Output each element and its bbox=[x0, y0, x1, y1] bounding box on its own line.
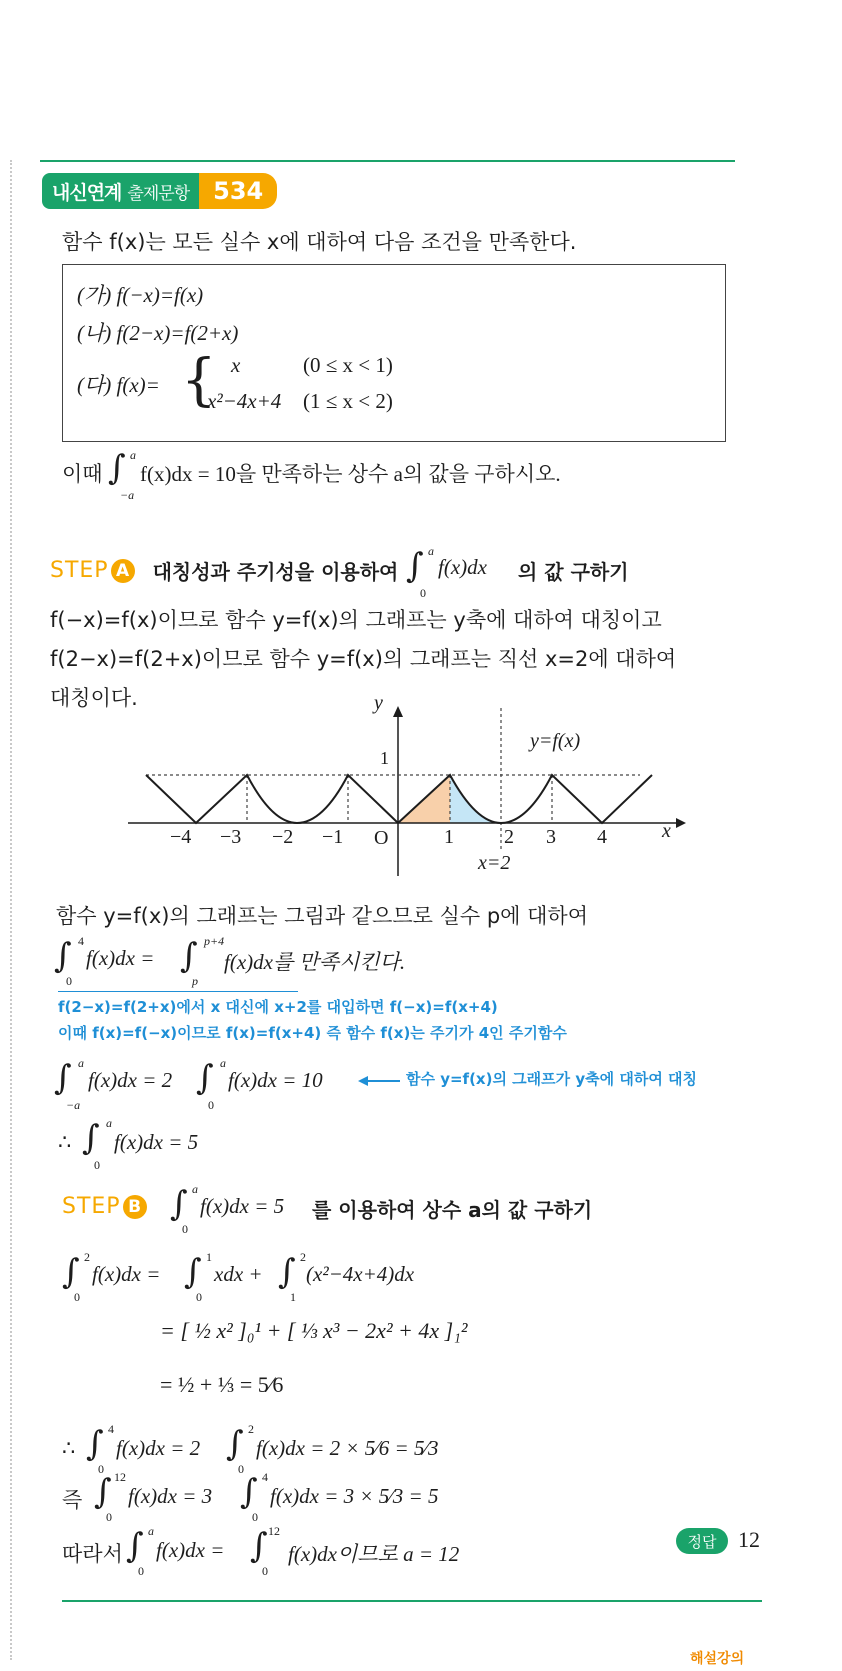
integral-lower: 0 bbox=[196, 1290, 202, 1304]
condition-da-label: (다) f(x)= bbox=[77, 373, 160, 397]
stepb-l5-b: f(x)dx = 3 × 5⁄3 = 5 bbox=[270, 1484, 439, 1508]
stepb-l6-pre: 따라서 bbox=[62, 1542, 123, 1566]
integral-upper: p+4 bbox=[204, 934, 225, 948]
sym-mid: f(x)dx = 2 bbox=[88, 1068, 173, 1092]
x-tick-neg2: −2 bbox=[272, 826, 294, 848]
step-b-title-expr: f(x)dx = 5 bbox=[200, 1194, 285, 1218]
integral-sign: ∫ bbox=[406, 546, 424, 586]
integral-upper: 1 bbox=[206, 1250, 212, 1264]
integral-sign: ∫ bbox=[226, 1424, 244, 1464]
integral-lower: 0 bbox=[138, 1564, 144, 1578]
step-a-line2: f(2−x)=f(2+x)이므로 함수 y=f(x)의 그래프는 직선 x=2에 대하여 bbox=[50, 647, 677, 671]
step-label: STEP bbox=[50, 558, 109, 583]
note-line2: 이때 f(x)=f(−x)이므로 f(x)=f(x+4) 즉 함수 f(x)는 주기가 4인 주기함수 bbox=[58, 1024, 567, 1042]
page-margin-dots bbox=[10, 160, 12, 1660]
case2-expr: x²−4x+4 bbox=[207, 389, 282, 413]
stepb-l5-a: f(x)dx = 3 bbox=[128, 1484, 213, 1508]
x-axis-label: x bbox=[662, 820, 671, 842]
stepb-l1-a: f(x)dx = bbox=[92, 1262, 161, 1286]
integral-sign: ∫ bbox=[54, 936, 72, 976]
integral-lower: 1 bbox=[290, 1290, 296, 1304]
case2-range: (1 ≤ x < 2) bbox=[303, 389, 393, 413]
stepb-l3: = ½ + ⅓ = 5⁄6 bbox=[160, 1372, 284, 1397]
integral-lower: 0 bbox=[106, 1510, 112, 1524]
header-rule bbox=[40, 160, 735, 162]
integral-sign: ∫ bbox=[184, 1252, 202, 1292]
integral-upper: 2 bbox=[300, 1250, 306, 1264]
integral-lower: 0 bbox=[262, 1564, 268, 1578]
step-a-title-post: 의 값 구하기 bbox=[518, 560, 629, 584]
integral-lower: 0 bbox=[98, 1462, 104, 1476]
condition-na: (나) f(2−x)=f(2+x) bbox=[77, 321, 239, 345]
sym-note: 함수 y=f(x)의 그래프가 y축에 대하여 대칭 bbox=[406, 1070, 698, 1088]
integral-upper: a bbox=[220, 1056, 226, 1070]
stepb-l2: = [ ½ x² ]₀¹ + [ ⅓ x³ − 2x² + 4x ]₁² bbox=[160, 1318, 468, 1343]
y-axis-label: y bbox=[374, 692, 383, 714]
integral-lower: 0 bbox=[74, 1290, 80, 1304]
x-tick-neg4: −4 bbox=[170, 826, 192, 848]
area-blue bbox=[450, 775, 501, 823]
integral-sign: ∫ bbox=[86, 1424, 104, 1464]
therefore-sign: ∴ bbox=[58, 1130, 72, 1154]
integral-sign: ∫ bbox=[250, 1526, 268, 1566]
note-line1: f(2−x)=f(2+x)에서 x 대신에 x+2를 대입하면 f(−x)=f(x+4) bbox=[58, 998, 498, 1016]
function-graph bbox=[120, 700, 690, 880]
integral-lower: 0 bbox=[208, 1098, 214, 1112]
step-a-header bbox=[50, 556, 398, 585]
integral-sign: ∫ bbox=[82, 1118, 100, 1158]
problem-badge bbox=[42, 173, 277, 209]
answer-value: 12 bbox=[738, 1527, 760, 1552]
y-tick-1: 1 bbox=[380, 748, 389, 768]
integral-lower: −a bbox=[120, 488, 135, 502]
integral-upper: 12 bbox=[268, 1524, 280, 1538]
integral-lower: 0 bbox=[94, 1158, 100, 1172]
x-tick-4: 4 bbox=[597, 826, 607, 848]
sym-end: f(x)dx = 10 bbox=[228, 1068, 323, 1092]
integral-upper: 2 bbox=[84, 1250, 90, 1264]
integral-upper: a bbox=[192, 1182, 198, 1196]
stepb-l6-a: f(x)dx = bbox=[156, 1538, 225, 1562]
eq-rhs: f(x)dx를 만족시킨다. bbox=[224, 950, 406, 974]
step-a-line3: 대칭이다. bbox=[50, 686, 138, 710]
lecture-label: 해설강의 bbox=[690, 1651, 745, 1667]
integral-sign: ∫ bbox=[126, 1526, 144, 1566]
integral-upper: a bbox=[78, 1056, 84, 1070]
integral-upper: 4 bbox=[78, 934, 84, 948]
integral-sign: ∫ bbox=[278, 1252, 296, 1292]
integral-lower: −a bbox=[66, 1098, 81, 1112]
integral-lower: 0 bbox=[238, 1462, 244, 1476]
case1-range: (0 ≤ x < 1) bbox=[303, 353, 393, 377]
integral-lower: 0 bbox=[420, 586, 426, 600]
x-tick-3: 3 bbox=[546, 826, 556, 848]
stepb-l4-b: f(x)dx = 2 × 5⁄6 = 5⁄3 bbox=[256, 1436, 439, 1460]
badge-label bbox=[42, 173, 199, 209]
step-label: STEP bbox=[62, 1194, 121, 1219]
stepb-l4-a: f(x)dx = 2 bbox=[116, 1436, 201, 1460]
conditions-box bbox=[62, 264, 726, 442]
x-tick-1: 1 bbox=[444, 826, 454, 848]
integral-sign: ∫ bbox=[62, 1252, 80, 1292]
y-axis-arrow bbox=[393, 706, 403, 717]
step-letter: A bbox=[111, 559, 135, 583]
badge-sub: 출제문항 bbox=[127, 183, 190, 204]
badge-number: 534 bbox=[199, 173, 277, 209]
step-b-title-post: 를 이용하여 상수 a의 값 구하기 bbox=[312, 1198, 593, 1222]
stepb-l4-pre: ∴ bbox=[62, 1436, 76, 1460]
integral-upper: a bbox=[130, 448, 136, 462]
problem-intro: 함수 f(x)는 모든 실수 x에 대하여 다음 조건을 만족한다. bbox=[62, 230, 577, 254]
integral-sign: ∫ bbox=[54, 1058, 72, 1098]
integral-sign: ∫ bbox=[170, 1184, 188, 1224]
case-brace: { bbox=[181, 348, 217, 413]
integral-lower: 0 bbox=[252, 1510, 258, 1524]
integral-upper: a bbox=[148, 1524, 154, 1538]
integral-upper: 12 bbox=[114, 1470, 126, 1484]
step-b-header bbox=[62, 1194, 165, 1219]
after-graph-line1: 함수 y=f(x)의 그래프는 그림과 같으므로 실수 p에 대하여 bbox=[56, 904, 589, 928]
step-a-line1: f(−x)=f(x)이므로 함수 y=f(x)의 그래프는 y축에 대하여 대칭이고 bbox=[50, 608, 662, 632]
x-tick-neg1: −1 bbox=[322, 826, 344, 848]
curve-fx bbox=[146, 775, 652, 823]
integral-upper: a bbox=[106, 1116, 112, 1130]
integral-upper: 4 bbox=[108, 1422, 114, 1436]
integral-sign: ∫ bbox=[240, 1472, 258, 1512]
x-tick-neg3: −3 bbox=[220, 826, 242, 848]
integral-upper: a bbox=[428, 544, 434, 558]
question-pre: 이때 bbox=[62, 462, 103, 486]
eq-lhs: f(x)dx = bbox=[86, 946, 155, 970]
stepb-l5-pre: 즉 bbox=[62, 1488, 83, 1512]
integral-sign: ∫ bbox=[180, 936, 198, 976]
answer-badge: 정답 bbox=[676, 1528, 728, 1554]
integral-lower: p bbox=[192, 974, 198, 988]
question-body: f(x)dx = 10을 만족하는 상수 a의 값을 구하시오. bbox=[140, 462, 561, 486]
result-body: f(x)dx = 5 bbox=[114, 1130, 199, 1154]
footer-rule bbox=[62, 1600, 762, 1602]
step-a-title-expr: f(x)dx bbox=[438, 555, 487, 579]
condition-ga: (가) f(−x)=f(x) bbox=[77, 283, 204, 307]
case1-expr: x bbox=[231, 353, 241, 377]
integral-sign: ∫ bbox=[94, 1472, 112, 1512]
integral-sign: ∫ bbox=[108, 448, 126, 488]
x-axis-arrow bbox=[676, 818, 686, 828]
curve-label: y=f(x) bbox=[530, 730, 581, 752]
line-x2-label: x=2 bbox=[478, 852, 511, 874]
integral-lower: 0 bbox=[66, 974, 72, 988]
stepb-l1-c: (x²−4x+4)dx bbox=[306, 1262, 415, 1286]
x-tick-2: 2 bbox=[504, 826, 514, 848]
badge-main: 내신연계 bbox=[52, 181, 122, 204]
integral-sign: ∫ bbox=[196, 1058, 214, 1098]
step-a-title-pre: 대칭성과 주기성을 이용하여 bbox=[152, 560, 399, 584]
integral-upper: 2 bbox=[248, 1422, 254, 1436]
stepb-l1-b: xdx + bbox=[214, 1262, 263, 1286]
stepb-l6-b: f(x)dx이므로 a = 12 bbox=[288, 1542, 460, 1566]
origin-label: O bbox=[374, 827, 389, 849]
integral-lower: 0 bbox=[182, 1222, 188, 1236]
left-arrow-icon bbox=[358, 1074, 402, 1088]
integral-upper: 4 bbox=[262, 1470, 268, 1484]
note-rule bbox=[58, 991, 298, 992]
step-letter: B bbox=[123, 1195, 147, 1219]
